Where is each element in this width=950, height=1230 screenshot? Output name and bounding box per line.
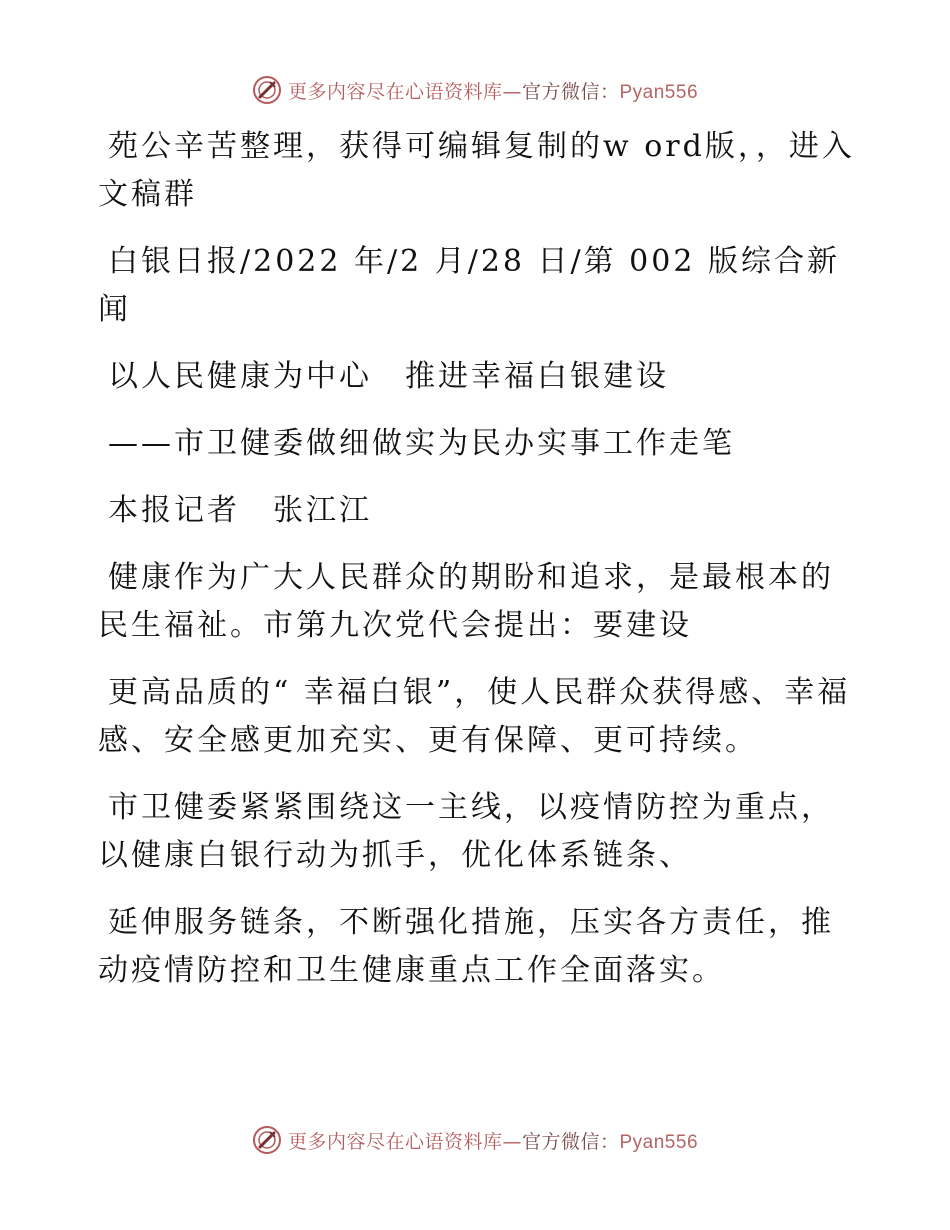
watermark-main: 更多内容尽在心语资料库 (287, 1130, 503, 1153)
watermark-official: 官方微信： (521, 80, 620, 103)
stamp-logo-icon (252, 75, 282, 105)
paragraph-body-2: 更高品质的“ 幸福白银”，使人民群众获得感、幸福感、安全感更加充实、更有保障、更可持续。 (98, 675, 851, 758)
paragraph-body-4: 延伸服务链条，不断强化措施，压实各方责任，推动疫情防控和卫生健康重点工作全面落实。 (98, 905, 834, 988)
article-byline: 本报记者 张江江 (108, 493, 372, 528)
header-watermark (0, 70, 950, 110)
watermark-handle: Pyan556 (619, 1131, 699, 1153)
paragraph-body-1: 健康作为广大人民群众的期盼和追求，是最根本的民生福祉。市第九次党代会提出：要建设 (98, 560, 834, 643)
footer-watermark (0, 1120, 950, 1160)
paragraph-body-3: 市卫健委紧紧围绕这一主线，以疫情防控为重点，以健康白银行动为抓手，优化体系链条、 (98, 790, 834, 873)
stamp-logo-icon (252, 1125, 282, 1155)
watermark-separator: — (502, 80, 522, 103)
watermark-main: 更多内容尽在心语资料库 (287, 80, 503, 103)
paragraph-source-note: 苑公辛苦整理，获得可编辑复制的w ord版，，进入文稿群 (98, 129, 855, 212)
watermark-handle: Pyan556 (619, 81, 699, 103)
article-headline: 以人民健康为中心 推进幸福白银建设 (108, 359, 669, 394)
watermark-separator: — (502, 1130, 522, 1153)
article-subheadline: ——市卫健委做细做实为民办实事工作走笔 (108, 426, 735, 461)
watermark-text (288, 1127, 698, 1154)
watermark-text (288, 77, 698, 104)
article-body (98, 123, 858, 995)
paragraph-publication-info: 白银日报/2022 年/2 月/28 日/第 002 版综合新闻 (98, 244, 840, 327)
watermark-official: 官方微信： (521, 1130, 620, 1153)
